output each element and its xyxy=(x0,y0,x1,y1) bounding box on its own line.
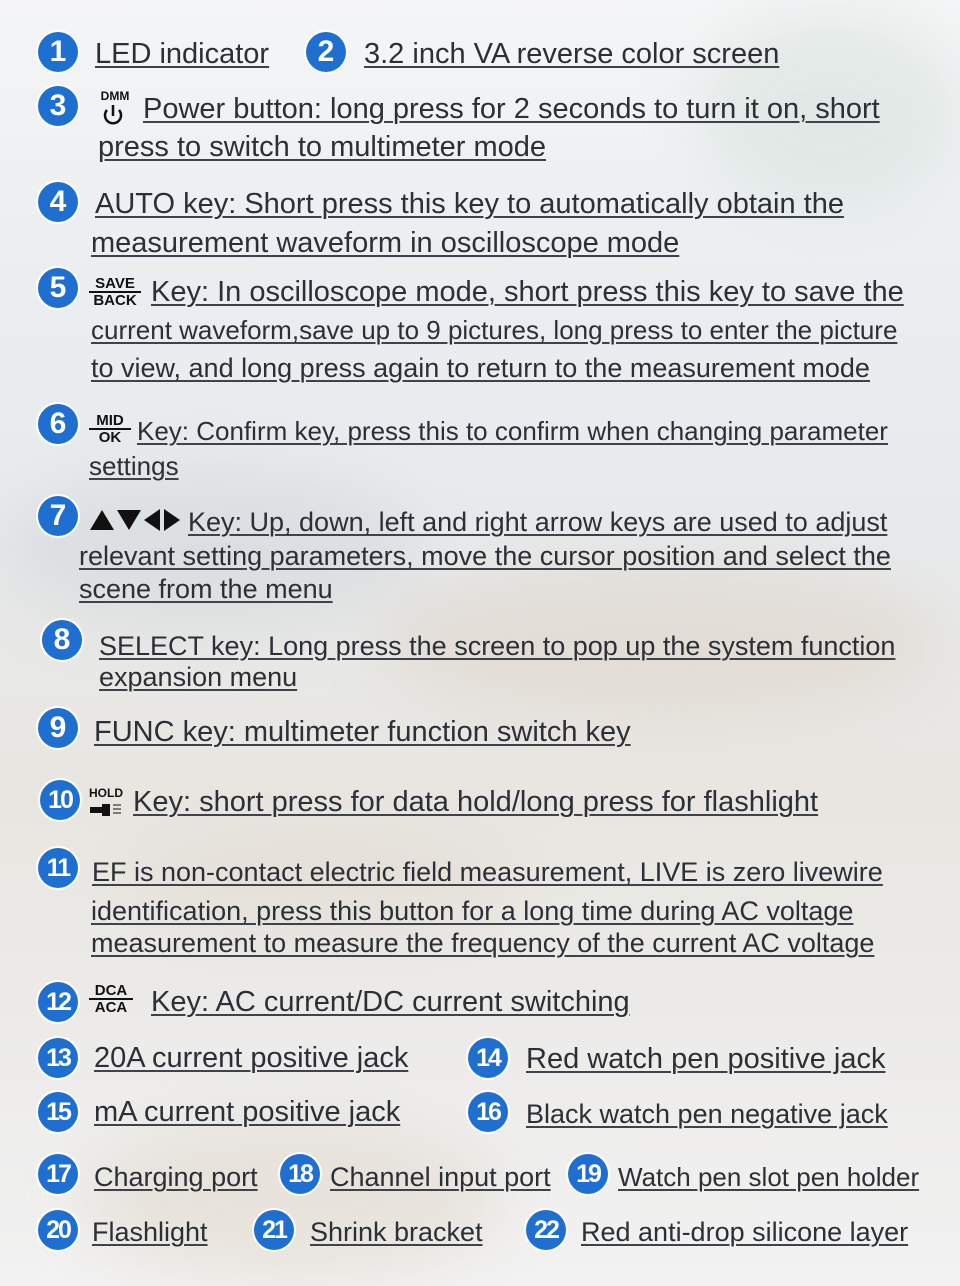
badge-4: 4 xyxy=(38,182,78,222)
badge-15: 15 xyxy=(38,1092,78,1132)
item-21-text: Shrink bracket xyxy=(310,1217,483,1247)
item-17-text: Charging port xyxy=(94,1162,258,1192)
power-icon xyxy=(100,103,126,127)
item-1-text: LED indicator xyxy=(95,38,270,70)
key-top-text: SAVE xyxy=(89,276,141,293)
badge-14: 14 xyxy=(468,1038,508,1078)
badge-10: 10 xyxy=(40,780,80,820)
badge-21: 21 xyxy=(254,1210,294,1250)
dmm-key-label xyxy=(96,90,134,102)
badge-9: 9 xyxy=(38,708,78,748)
key-bottom-text: ACA xyxy=(94,999,128,1016)
item-7-line-1: Key: Up, down, left and right arrow keys are used to adjust xyxy=(188,507,888,537)
item-22-text: Red anti-drop silicone layer xyxy=(581,1217,909,1247)
item-9-text: FUNC key: multimeter function switch key xyxy=(94,716,631,748)
item-4-line-1: AUTO key: Short press this key to automatically obtain the xyxy=(95,188,844,220)
badge-8: 8 xyxy=(42,620,82,660)
badge-5: 5 xyxy=(38,268,78,308)
item-11-line-3: measurement to measure the frequency of the current AC voltage xyxy=(91,928,875,958)
item-14-text: Red watch pen positive jack xyxy=(526,1043,886,1075)
key-top-text: MID xyxy=(89,413,131,430)
hold-key-label xyxy=(85,787,127,799)
item-5-line-3: to view, and long press again to return to the measurement mode xyxy=(91,353,870,383)
arrow-keys-icon xyxy=(88,506,184,534)
item-6-line-1: Key: Confirm key, press this to confirm when changing parameter xyxy=(137,416,888,446)
badge-3: 3 xyxy=(38,86,78,126)
badge-11: 11 xyxy=(38,848,78,888)
badge-7: 7 xyxy=(38,496,78,536)
item-6-line-2: settings xyxy=(89,451,179,481)
badge-19: 19 xyxy=(568,1154,608,1194)
item-15-text: mA current positive jack xyxy=(94,1096,401,1128)
badge-22: 22 xyxy=(526,1210,566,1250)
item-5-line-1: Key: In oscilloscope mode, short press this key to save the xyxy=(151,276,904,308)
badge-17: 17 xyxy=(38,1154,78,1194)
item-19-text: Watch pen slot pen holder xyxy=(618,1162,920,1192)
item-16-text: Black watch pen negative jack xyxy=(526,1099,888,1129)
item-11-line-2: identification, press this button for a long time during AC voltage xyxy=(91,896,854,926)
badge-6: 6 xyxy=(38,404,78,444)
key-bottom-text: OK xyxy=(98,429,122,446)
background-blur xyxy=(80,1120,500,1280)
badge-13: 13 xyxy=(38,1038,78,1078)
key-top-text: DCA xyxy=(89,983,133,1000)
item-13-text: 20A current positive jack xyxy=(94,1042,409,1074)
item-7-line-2: relevant setting parameters, move the cursor position and select the xyxy=(79,541,891,571)
badge-20: 20 xyxy=(38,1210,78,1250)
badge-18: 18 xyxy=(280,1154,320,1194)
badge-16: 16 xyxy=(468,1092,508,1132)
badge-2: 2 xyxy=(306,32,346,72)
mid-ok-key-label xyxy=(89,413,131,445)
save-back-key-label xyxy=(89,276,141,308)
item-18-text: Channel input port xyxy=(330,1162,551,1192)
dca-aca-key-label xyxy=(89,983,133,1015)
key-top-text: HOLD xyxy=(89,786,123,800)
item-8-line-2: expansion menu xyxy=(99,662,298,692)
item-2-text: 3.2 inch VA reverse color screen xyxy=(364,38,780,70)
item-7-line-3: scene from the menu xyxy=(79,574,333,604)
item-3-line-1: Power button: long press for 2 seconds to turn it on, short xyxy=(143,93,880,125)
item-4-line-2: measurement waveform in oscilloscope mode xyxy=(91,227,680,259)
item-8-line-1: SELECT key: Long press the screen to pop up the system function xyxy=(99,631,896,661)
flashlight-icon xyxy=(88,801,124,819)
item-5-line-2: current waveform,save up to 9 pictures, long press to enter the picture xyxy=(91,315,898,345)
item-3-line-2: press to switch to multimeter mode xyxy=(98,131,547,163)
key-top-text: DMM xyxy=(100,89,130,103)
item-11-line-1: EF is non-contact electric field measurement, LIVE is zero livewire xyxy=(92,857,883,887)
item-12-text: Key: AC current/DC current switching xyxy=(151,986,630,1018)
badge-12: 12 xyxy=(38,982,78,1022)
item-20-text: Flashlight xyxy=(92,1217,208,1247)
key-bottom-text: BACK xyxy=(93,292,137,309)
item-10-text: Key: short press for data hold/long press for flashlight xyxy=(133,786,819,818)
badge-1: 1 xyxy=(38,32,78,72)
